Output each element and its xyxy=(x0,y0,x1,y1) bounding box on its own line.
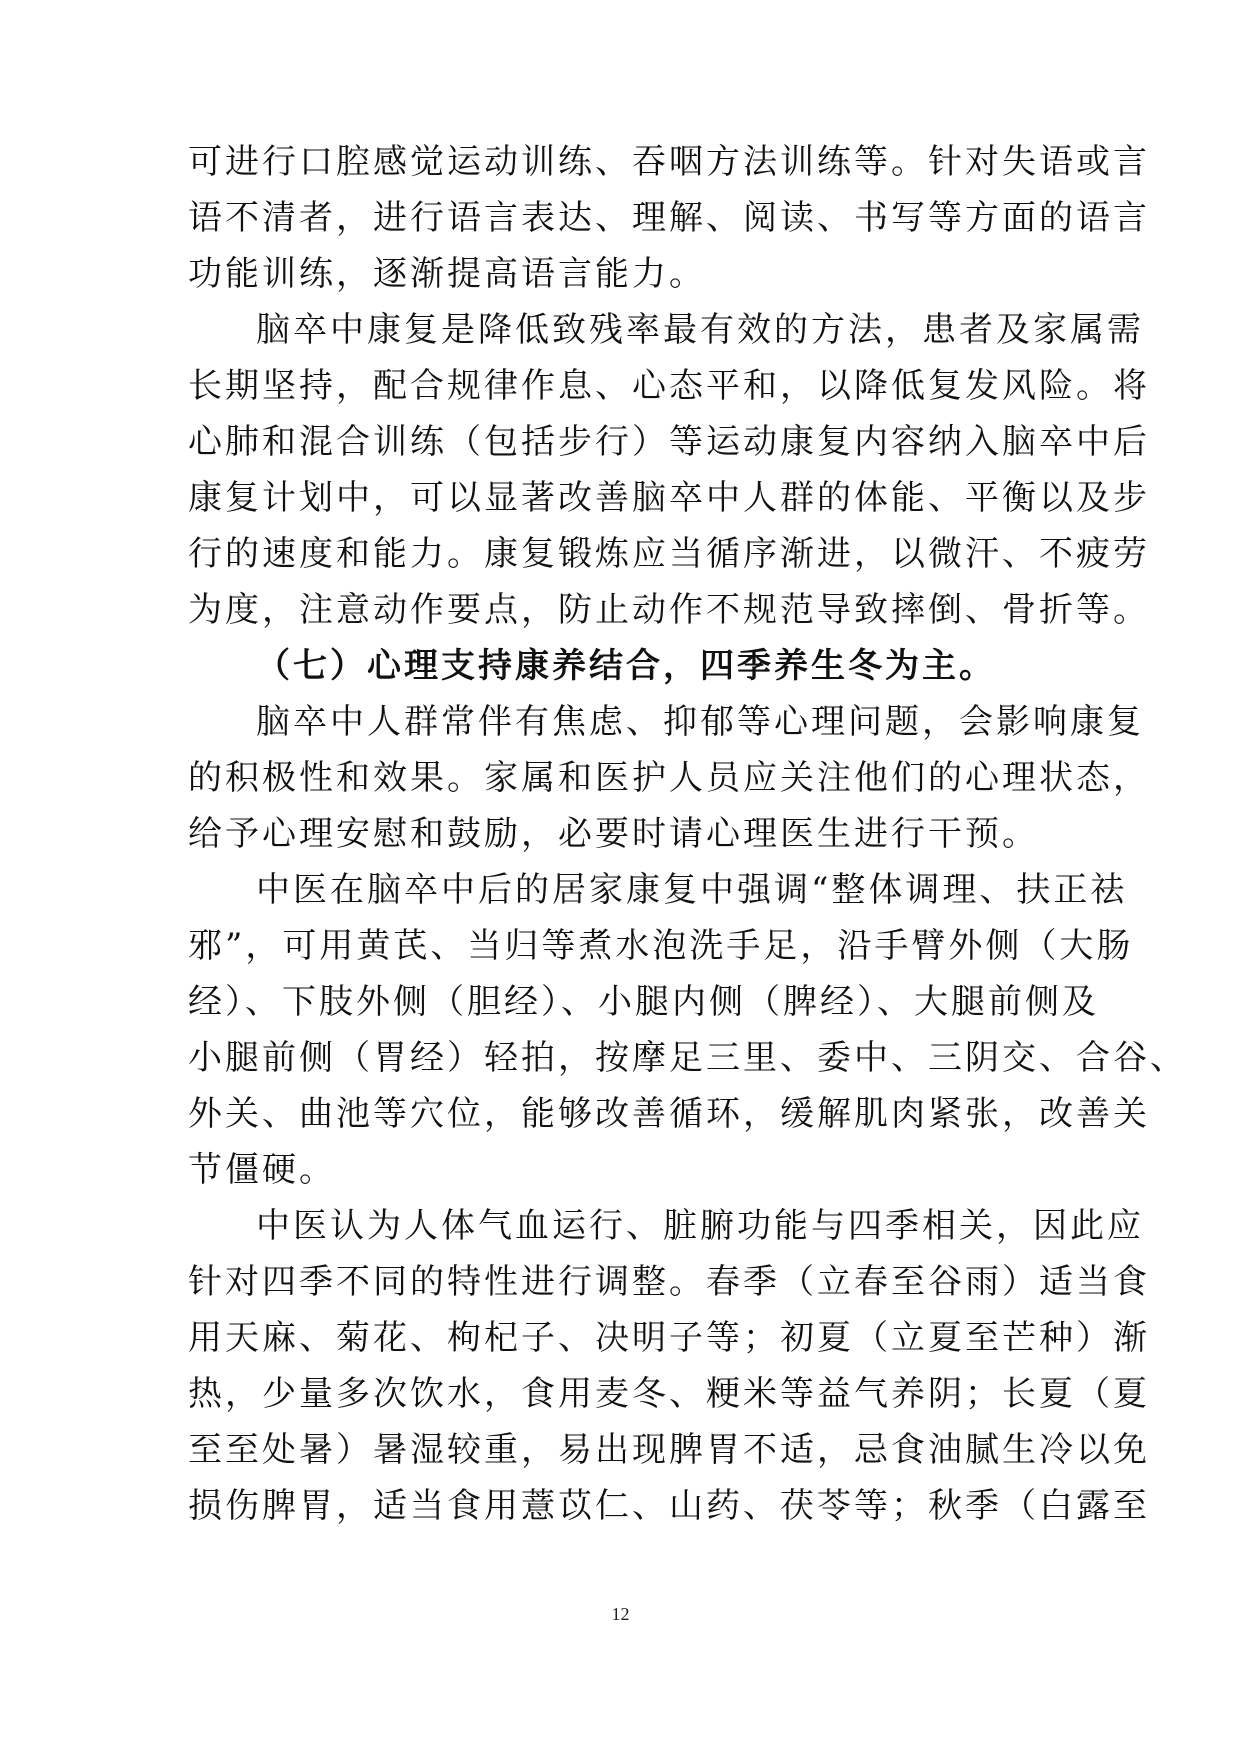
text-line: 经）、下肢外侧（胆经）、小腿内侧（脾经）、大腿前侧及 xyxy=(188,982,1099,1022)
text-line: 给予心理安慰和鼓励，必要时请心理医生进行干预。 xyxy=(188,814,1039,854)
text-line: 节僵硬。 xyxy=(188,1150,336,1190)
text-line: 心肺和混合训练（包括步行）等运动康复内容纳入脑卒中后 xyxy=(188,422,1150,462)
text-line: 的积极性和效果。家属和医护人员应关注他们的心理状态， xyxy=(188,758,1150,798)
text-line: 脑卒中人群常伴有焦虑、抑郁等心理问题，会影响康复 xyxy=(256,702,1144,742)
text-line: 针对四季不同的特性进行调整。春季（立春至谷雨）适当食 xyxy=(188,1262,1150,1302)
section-heading: （七）心理支持康养结合，四季养生冬为主。 xyxy=(256,646,996,686)
text-line: 脑卒中康复是降低致残率最有效的方法，患者及家属需 xyxy=(256,310,1144,350)
text-line: 邪”，可用黄芪、当归等煮水泡洗手足，沿手臂外侧（大肠 xyxy=(188,926,1134,966)
text-line: 中医在脑卒中后的居家康复中强调“整体调理、扶正祛 xyxy=(256,870,1128,910)
text-line: 用天麻、菊花、枸杞子、决明子等；初夏（立夏至芒种）渐 xyxy=(188,1318,1150,1358)
text-line: 热，少量多次饮水，食用麦冬、粳米等益气养阴；长夏（夏 xyxy=(188,1374,1150,1414)
text-line: 小腿前侧（胃经）轻拍，按摩足三里、委中、三阴交、合谷、 xyxy=(188,1038,1187,1078)
text-line: 长期坚持，配合规律作息、心态平和，以降低复发风险。将 xyxy=(188,366,1150,406)
page-number: 12 xyxy=(611,1604,630,1624)
text-line: 语不清者，进行语言表达、理解、阅读、书写等方面的语言 xyxy=(188,198,1150,238)
text-line: 可进行口腔感觉运动训练、吞咽方法训练等。针对失语或言 xyxy=(188,142,1150,182)
text-line: 损伤脾胃，适当食用薏苡仁、山药、茯苓等；秋季（白露至 xyxy=(188,1486,1150,1526)
text-line: 康复计划中，可以显著改善脑卒中人群的体能、平衡以及步 xyxy=(188,478,1150,518)
text-line: 中医认为人体气血运行、脏腑功能与四季相关，因此应 xyxy=(256,1206,1144,1246)
text-line: 为度，注意动作要点，防止动作不规范导致摔倒、骨折等。 xyxy=(188,590,1150,630)
text-line: 行的速度和能力。康复锻炼应当循序渐进，以微汗、不疲劳 xyxy=(188,534,1150,574)
text-line: 外关、曲池等穴位，能够改善循环，缓解肌肉紧张，改善关 xyxy=(188,1094,1150,1134)
text-line: 功能训练，逐渐提高语言能力。 xyxy=(188,254,706,294)
text-line: 至至处暑）暑湿较重，易出现脾胃不适，忌食油腻生冷以免 xyxy=(188,1430,1150,1470)
